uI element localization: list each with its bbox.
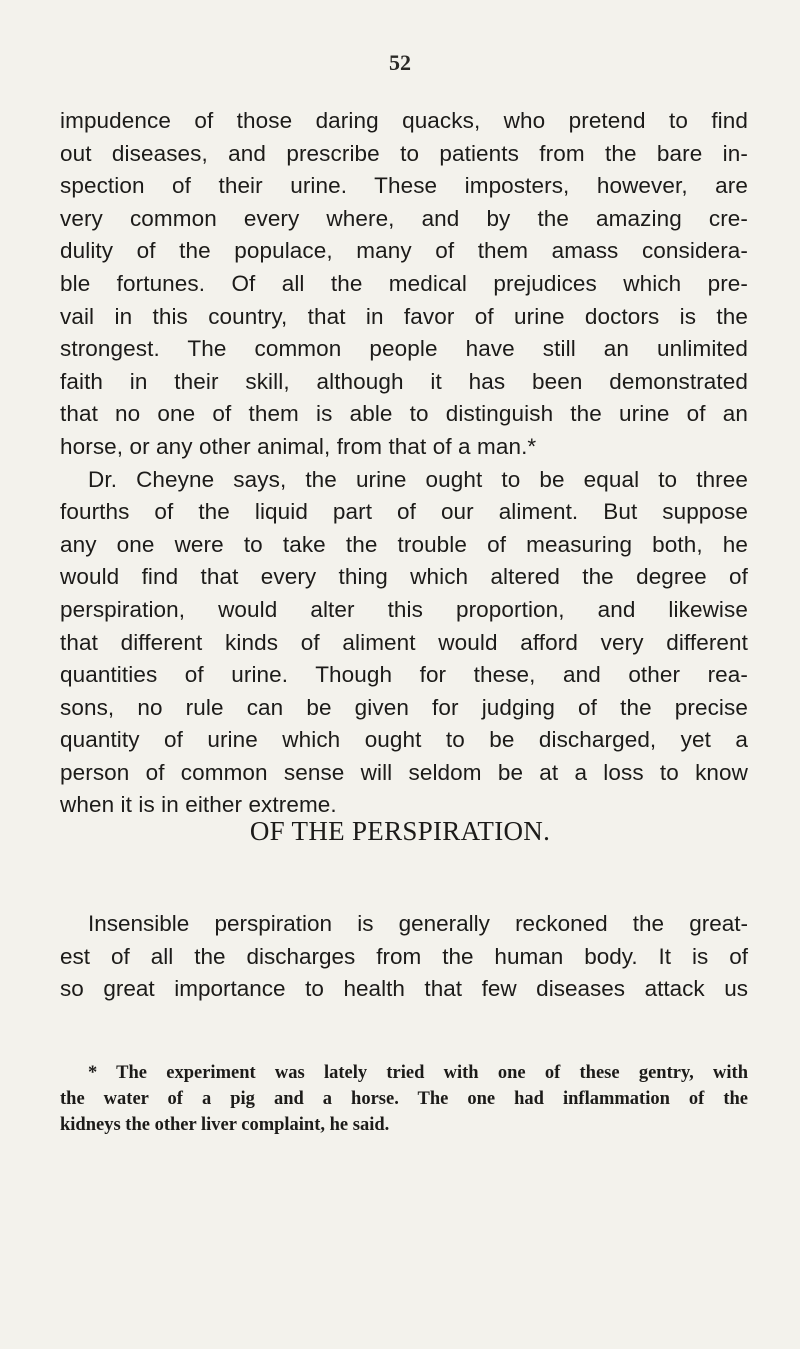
footnote-line: the water of a pig and a horse. The one had inflammation of the xyxy=(60,1089,748,1109)
text-line: fourths of the liquid part of our aliment. But suppose xyxy=(60,499,748,525)
text-line: horse, or any other animal, from that of a man.* xyxy=(60,433,537,459)
text-line: faith in their skill, although it has been demonstrated xyxy=(60,368,748,394)
section-body-text xyxy=(60,908,748,1006)
text-line: strongest. The common people have still an unlimited xyxy=(60,336,748,362)
text-line: that different kinds of aliment would afford very different xyxy=(60,629,748,655)
text-line: quantities of urine. Though for these, and other rea- xyxy=(60,662,748,688)
footnote xyxy=(60,1060,748,1138)
text-line: person of common sense will seldom be at a loss to know xyxy=(60,759,748,785)
text-line: Dr. Cheyne says, the urine ought to be equal to three xyxy=(88,466,748,492)
text-line: Insensible perspiration is generally reckoned the great- xyxy=(88,911,748,936)
footnote-line: * The experiment was lately tried with one of these gentry, with xyxy=(88,1063,748,1083)
footnote-line: kidneys the other liver complaint, he said. xyxy=(60,1115,390,1135)
text-line: sons, no rule can be given for judging of the precise xyxy=(60,694,748,720)
text-line: any one were to take the trouble of measuring both, he xyxy=(60,531,748,557)
text-line: dulity of the populace, many of them amass considera- xyxy=(60,238,748,264)
text-line: est of all the discharges from the human body. It is of xyxy=(60,943,748,969)
text-line: impudence of those daring quacks, who pretend to find xyxy=(60,108,748,133)
text-line: quantity of urine which ought to be discharged, yet a xyxy=(60,727,748,753)
text-line: vail in this country, that in favor of urine doctors is the xyxy=(60,303,748,329)
text-line: would find that every thing which altered the degree of xyxy=(60,564,748,590)
text-line: ble fortunes. Of all the medical prejudices which pre- xyxy=(60,270,748,296)
text-line: when it is in either extreme. xyxy=(60,792,337,818)
text-line: so great importance to health that few diseases attack us xyxy=(60,976,748,1002)
section-heading: OF THE PERSPIRATION. xyxy=(249,816,551,846)
text-line: perspiration, would alter this proportion, and likewise xyxy=(60,596,748,622)
text-line: that no one of them is able to distinguish the urine of an xyxy=(60,401,748,427)
text-line: spection of their urine. These imposters, however, are xyxy=(60,173,748,199)
text-line: very common every where, and by the amazing cre- xyxy=(60,205,748,231)
body-text xyxy=(60,105,748,822)
text-line: out diseases, and prescribe to patients from the bare in- xyxy=(60,140,748,166)
page-number: 52 xyxy=(389,50,411,75)
